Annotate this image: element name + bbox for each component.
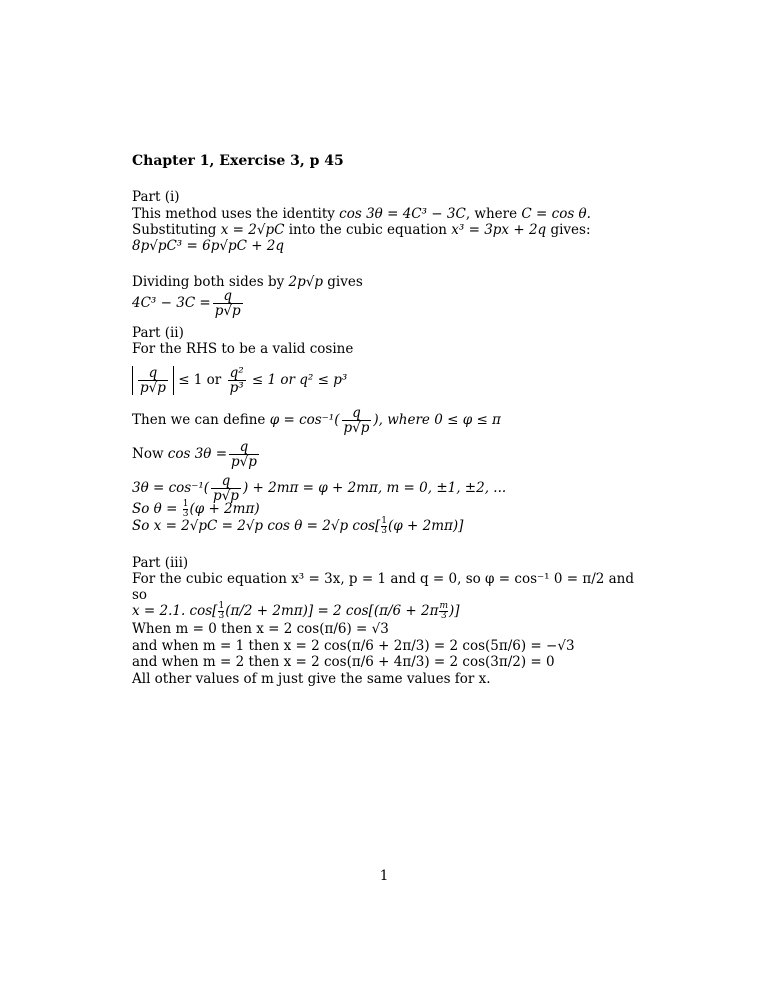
so-line: so [132, 587, 148, 603]
fraction: $\frac{1}{3}$ [381, 516, 388, 536]
fraction: $\frac{q}{p√p}$ [231, 439, 257, 470]
part-iii-heading: Part (iii) [132, 555, 189, 571]
fraction: $\frac{m}{3}$ [439, 601, 448, 621]
theta3-line: 3θ = cos⁻¹( $\frac{q}{p√p}$ ) + 2mπ = φ + 2mπ, m = 0, ±1, ±2, ... [132, 473, 507, 504]
dividing-line: Dividing both sides by 2p√p gives [132, 274, 363, 290]
absolute-value: $\frac{q}{p√p}$ [132, 366, 174, 395]
fraction: $\frac{q}{p√p}$ [214, 288, 241, 319]
part-ii-heading: Part (ii) [132, 325, 184, 341]
equation-1: 8p√pC³ = 6p√pC + 2q [132, 238, 285, 254]
page-number: 1 [379, 868, 389, 884]
conclusion-line: All other values of m just give the same values for x. [132, 671, 491, 687]
x-line: So x = 2√pC = 2√p cos θ = 2√p cos[ $\frac{1}{3}$ (φ + 2mπ)] [132, 516, 464, 536]
fraction: $\frac{q}{p√p}$ [213, 473, 239, 504]
substitution-line: Substituting x = 2√pC into the cubic equation x³ = 3px + 2q gives: [132, 222, 591, 238]
valid-cosine-text: For the RHS to be a valid cosine [132, 341, 354, 357]
condition-line: $\frac{q}{p√p}$ ≤ 1 or $\frac{\text{q²}}{\text{p³}}$ ≤ 1 or q² ≤ p³ [132, 366, 347, 395]
fraction: $\frac{q}{p√p}$ [343, 405, 370, 436]
theta-line: So θ = $\frac{1}{3}$ (φ + 2mπ) [132, 499, 260, 519]
fraction: $\frac{1}{3}$ [218, 601, 225, 621]
page-title: Chapter 1, Exercise 3, p 45 [132, 153, 344, 169]
part-i-heading: Part (i) [132, 189, 180, 205]
m0-line: When m = 0 then x = 2 cos(π/6) = √3 [132, 621, 389, 637]
m2-line: and when m = 2 then x = 2 cos(π/6 + 4π/3) = 2 cos(3π/2) = 0 [132, 654, 555, 670]
cubic-line: For the cubic equation x³ = 3x, p = 1 and q = 0, so φ = cos⁻¹ 0 = π/2 and [132, 571, 635, 587]
identity-line: This method uses the identity cos 3θ = 4C³ − 3C, where C = cos θ. [132, 206, 591, 222]
x-cos-line: x = 2.1. cos[ $\frac{1}{3}$ (π/2 + 2mπ)] = 2 cos[(π/6 + 2π $\frac{m}{3}$ )] [132, 601, 460, 621]
m1-line: and when m = 1 then x = 2 cos(π/6 + 2π/3) = 2 cos(5π/6) = −√3 [132, 638, 575, 654]
fraction: $\frac{\text{q²}}{\text{p³}}$ [229, 365, 244, 396]
equation-2: 4C³ − 3C = $\frac{q}{p√p}$ [132, 288, 241, 319]
phi-definition: Then we can define φ = cos⁻¹( $\frac{q}{p√p}$ ), where 0 ≤ φ ≤ π [132, 405, 501, 436]
now-cos-line: Now cos 3θ = $\frac{q}{p√p}$ [132, 439, 257, 470]
fraction: $\frac{1}{3}$ [182, 499, 189, 519]
